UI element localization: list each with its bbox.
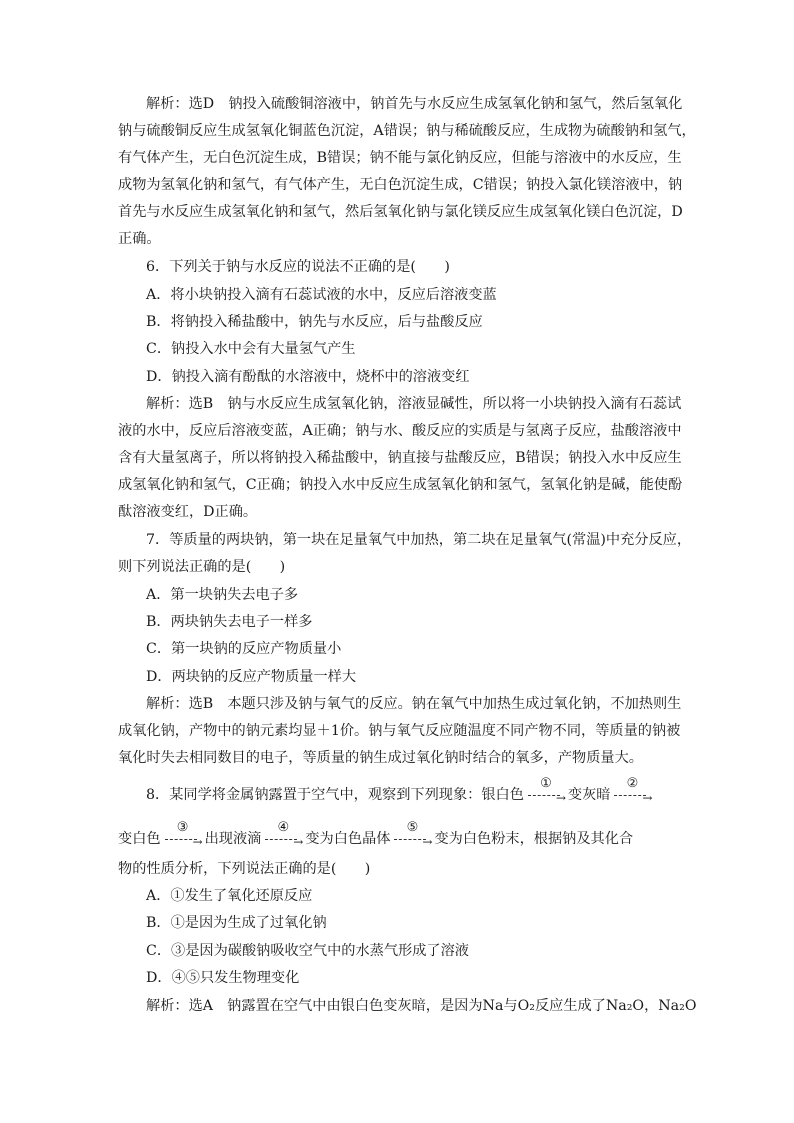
q7-option-b: B．两块钠失去电子一样多	[146, 614, 313, 630]
q5-analysis-line: 成物为氢氧化钠和氢气，有气体产生，无白色沉淀生成，C错误；钠投入氯化镁溶液中，钠	[118, 177, 683, 193]
q6-analysis-line: 酞溶液变红，D正确。	[118, 504, 258, 520]
q8-observation-1: 变灰暗	[567, 787, 611, 803]
q8-option-c: C．③是因为碳酸钠吸收空气中的水蒸气形成了溶液	[146, 943, 469, 959]
q5-analysis-line: 解析：选D 钠投入硫酸铜溶液中，钠首先与水反应生成氢氧化钠和氢气，然后氢氧化	[146, 96, 683, 112]
q6-option-d: D．钠投入滴有酚酞的水溶液中，烧杯中的溶液变红	[146, 369, 470, 385]
q7-stem: 7．等质量的两块钠，第一块在足量氧气中加热，第二块在足量氧气(常温)中充分反应，	[146, 532, 692, 548]
reaction-arrow-3: ③ →	[163, 829, 203, 849]
q6-option-c: C．钠投入水中会有大量氢气产生	[146, 341, 356, 357]
q6-analysis-line: 含有大量氢离子，所以将钠投入稀盐酸中，钠直接与盐酸反应，B错误；钠投入水中反应生	[118, 450, 682, 466]
arrow-label-5: ⑤	[406, 820, 419, 835]
q8-observation-4: 变为白色晶体	[305, 831, 391, 847]
q7-option-d: D．两块钠的反应产物质量一样大	[146, 669, 357, 685]
q8-option-a: A．①发生了氧化还原反应	[146, 888, 313, 904]
arrow-label-3: ③	[176, 820, 189, 835]
q8-option-b: B．①是因为生成了过氧化钠	[146, 915, 327, 931]
q7-analysis-line: 解析：选B 本题只涉及钠与氧气的反应。钠在氧气中加热生成过氧化钠，不加热则生	[146, 696, 682, 712]
reaction-arrow-1: ① →	[526, 785, 566, 805]
q6-analysis-line: 解析：选B 钠与水反应生成氢氧化钠，溶液显碱性，所以将一小块钠投入滴有石蕊试	[146, 396, 682, 412]
arrow-label-2: ②	[626, 776, 639, 791]
q6-analysis-line: 成氢氧化钠和氢气，C正确；钠投入水中反应生成氢氧化钠和氢气，氢氧化钠是碱，能使酚	[118, 477, 683, 493]
q7-option-a: A．第一块钠失去电子多	[146, 587, 299, 603]
q7-option-c: C．第一块钠的反应产物质量小	[146, 641, 342, 657]
q5-analysis-line: 正确。	[118, 231, 161, 247]
q8-stem-line-3: 物的性质分析，下列说法正确的是( )	[118, 861, 371, 877]
q5-analysis-line: 首先与水反应生成氢氧化钠和氢气，然后氢氧化钠与氯化镁反应生成氢氧化镁白色沉淀，D	[118, 204, 683, 220]
q6-option-b: B．将钠投入稀盐酸中，钠先与水反应，后与盐酸反应	[146, 314, 483, 330]
q6-option-a: A．将小块钠投入滴有石蕊试液的水中，反应后溶液变蓝	[146, 287, 497, 303]
q8-stem-line-2	[118, 820, 634, 849]
reaction-arrow-2: ② →	[612, 785, 652, 805]
q5-analysis-line: 钠与硫酸铜反应生成氢氧化铜蓝色沉淀，A错误；钠与稀硫酸反应，生成物为硫酸钠和氢气，	[118, 123, 696, 139]
arrow-label-4: ④	[277, 820, 290, 835]
q7-stem: 则下列说法正确的是( )	[118, 559, 286, 575]
q5-analysis-line: 有气体产生，无白色沉淀生成，B错误；钠不能与氯化钠反应，但能与溶液中的水反应，生	[118, 150, 682, 166]
arrow-label-1: ①	[540, 776, 552, 791]
q8-observation-5: 变为白色粉末，根据钠及其化合	[434, 831, 634, 847]
reaction-arrow-4: ④ →	[263, 829, 303, 849]
q6-analysis-line: 液的水中，反应后溶液变蓝，A正确；钠与水、酸反应的实质是与氢离子反应，盐酸溶液中	[118, 423, 682, 439]
q8-observation-3: 出现液滴	[204, 831, 262, 847]
q8-option-d: D．④⑤只发生物理变化	[146, 970, 300, 986]
q8-analysis-line: 解析：选A 钠露置在空气中由银白色变灰暗，是因为Na与O₂反应生成了Na₂O，Na₂O	[146, 998, 697, 1014]
q8-stem-text: 8．某同学将金属钠露置于空气中，观察到下列现象：银白色	[146, 787, 524, 803]
q6-stem: 6．下列关于钠与水反应的说法不正确的是( )	[146, 259, 450, 275]
q8-observation-2: 变白色	[118, 831, 161, 847]
q7-analysis-line: 成氧化钠，产物中的钠元素均显＋1价。钠与氧气反应随温度不同产物不同，等质量的钠被	[118, 723, 681, 739]
q8-stem-line-1	[146, 776, 654, 805]
reaction-arrow-5: ⑤ →	[392, 829, 432, 849]
q7-analysis-line: 氧化时失去相同数目的电子，等质量的钠生成过氧化钠时结合的氧多，产物质量大。	[118, 750, 643, 766]
